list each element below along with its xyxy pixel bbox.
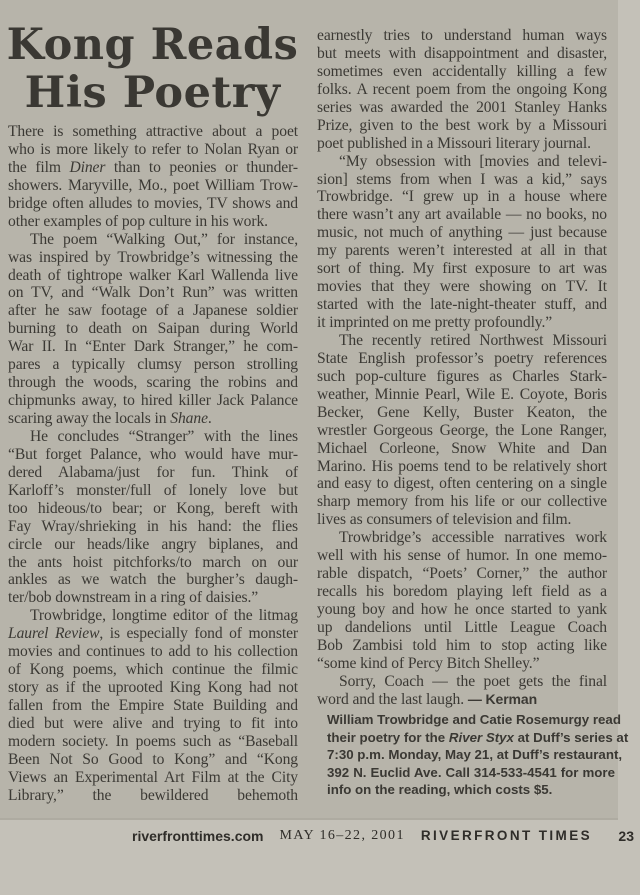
text-line (317, 224, 607, 242)
text-segment: young boy and how he once started to yank (317, 601, 607, 618)
text-segment: other examples of pop culture in his work. (8, 212, 268, 230)
text-line (317, 350, 607, 368)
text-line (8, 679, 298, 697)
text-line (317, 153, 607, 171)
text-line (317, 440, 607, 458)
text-segment: ter/bob downstream in a ring of daisies.” (8, 589, 259, 607)
text-segment: sort of thing. My first exposure to art was (317, 260, 607, 278)
text-segment: sion] stems from when I was a kid,” says (317, 170, 607, 188)
text-line (327, 729, 629, 747)
footer-date: MAY 16–22, 2001 (279, 828, 405, 843)
text-segment: and easy to digest, often centering on a single (317, 475, 607, 493)
text-segment: Trowbridge, longtime editor of the litmag (30, 607, 298, 625)
text-line (317, 511, 607, 529)
text-segment: modern society. In poems such as “Baseball (8, 732, 298, 750)
text-segment: up dandelions until Little League Coach (317, 618, 607, 636)
text-segment: it imprinted on me pretty profoundly.” (317, 314, 553, 331)
text-segment: “My obsession with [movies and televi- (339, 152, 607, 170)
text-segment: “But forget Palance, who would have mur- (8, 445, 298, 463)
text-line (317, 673, 607, 691)
text-segment: well with his sense of humor. In one memo- (317, 547, 607, 565)
text-line (8, 536, 298, 554)
italic-title: River Styx (448, 729, 514, 745)
text-segment: folks. A recent poem from the ongoing Kong (317, 80, 607, 98)
text-segment: movies that they were showing on TV. It (317, 278, 607, 296)
page-footer (132, 826, 634, 846)
text-segment: Sorry, Coach — the poet gets the final (339, 672, 607, 690)
text-segment: showers. Maryville, Mo., poet William Trow- (8, 176, 298, 194)
text-line (317, 45, 607, 63)
text-line (8, 715, 298, 733)
text-line (8, 607, 298, 625)
text-segment: Karloff’s monster/full of lonely love but (8, 481, 298, 499)
article-column-left (8, 123, 298, 805)
text-line (317, 655, 607, 673)
text-segment: “some kind of Percy Bitch Shelley.” (317, 654, 540, 672)
text-line (317, 135, 607, 153)
text-line (317, 368, 607, 386)
text-line (317, 601, 607, 619)
text-segment: , is especially fond of monster (99, 625, 298, 643)
italic-title: Laurel Review (8, 625, 100, 643)
text-line (8, 374, 298, 392)
text-line (8, 284, 298, 302)
italic-title: Shane (170, 410, 208, 427)
text-segment: The poem “Walking Out,” for instance, (30, 230, 298, 248)
text-segment: on TV, and “Walk Don’t Run” was written (8, 284, 298, 302)
text-segment: Becker, Gene Kelly, Buster Keaton, the (317, 403, 607, 421)
footer-page-number: 23 (618, 828, 634, 844)
italic-title: Diner (69, 158, 106, 176)
text-segment: than to peonies or thunder- (105, 158, 298, 176)
text-segment: There is something attractive about a poet (8, 123, 298, 140)
text-segment: Trowbridge’s accessible narratives work (339, 529, 607, 547)
text-line (317, 547, 607, 565)
text-segment: death of tightrope walker Karl Wallenda live (8, 266, 298, 284)
text-line (317, 691, 607, 709)
text-segment: story as if the uprooted King Kong had not (8, 679, 298, 697)
text-line (8, 787, 298, 805)
text-line (8, 769, 298, 787)
text-line (8, 302, 298, 320)
text-segment: Bob Zambisi told him to stop acting like (317, 636, 607, 654)
text-line (327, 781, 615, 799)
text-line (317, 386, 607, 404)
text-line (317, 81, 607, 99)
text-segment: too hideous/to bear; or Kong, bereft with (8, 499, 298, 517)
footer-website: riverfronttimes.com (132, 828, 264, 844)
text-segment: 392 N. Euclid Ave. Call 314-533-4541 for more (327, 764, 615, 780)
text-line (8, 428, 298, 446)
text-segment: but meets with disappointment and disaster, (317, 44, 607, 62)
text-segment: through the woods, scaring the robins and (8, 374, 298, 392)
text-segment: dered Alabama/just for fun. Think of (8, 463, 298, 481)
text-segment: music, not much of anything — just because (317, 224, 607, 242)
text-segment: of Kong poems, which continue the filmic (8, 661, 298, 679)
text-segment: State English professor’s poetry references (317, 349, 607, 367)
text-segment: movies and continues to add to his collection (8, 643, 298, 661)
text-segment: burning to death on Saipan during World (8, 320, 298, 338)
footer-publication: RIVERFRONT TIMES (420, 828, 593, 843)
text-segment: Marino. His poems tend to be relatively short (317, 457, 607, 475)
text-line (317, 458, 607, 476)
text-line (8, 410, 298, 428)
text-line (8, 338, 298, 356)
text-line (8, 589, 298, 607)
text-line (317, 296, 607, 314)
text-line (8, 392, 298, 410)
text-line (8, 482, 298, 500)
text-line (8, 464, 298, 482)
text-line (317, 475, 607, 493)
text-line (317, 529, 607, 547)
text-segment: who is more likely to refer to Nolan Ryan or (8, 140, 298, 158)
text-line (317, 260, 607, 278)
text-segment: wrestler Gorgeous George, the Lone Ranger, (317, 421, 607, 439)
text-segment: weather, Minnie Pearl, Wile E. Coyote, Boris (317, 385, 607, 403)
text-segment: such pop-culture figures as Charles Stark- (317, 367, 607, 385)
text-segment: after he saw footage of a Japanese soldier (8, 302, 298, 320)
text-segment: poet published in a Missouri literary journal. (317, 134, 591, 152)
text-line (317, 619, 607, 637)
text-line (327, 746, 623, 764)
text-segment: . (207, 410, 212, 427)
text-segment: their poetry for the (327, 729, 449, 745)
text-segment: William Trowbridge and Catie Rosemurgy read (327, 712, 621, 727)
text-line (317, 583, 607, 601)
text-line (8, 320, 298, 338)
text-segment: He concludes “Stranger” with the lines (30, 427, 298, 445)
text-line (8, 213, 298, 231)
text-segment: died but were alive and trying to fit into (8, 714, 298, 732)
text-line (8, 267, 298, 285)
text-segment: the ants hoist pitchforks/to march on our (8, 553, 298, 571)
text-segment: ankles as we watch the burgher’s daugh- (8, 571, 298, 589)
text-line (317, 404, 607, 422)
text-segment: the film (8, 158, 70, 176)
text-segment: Prize, given to the best work by a Missouri (317, 116, 607, 134)
text-line (8, 554, 298, 572)
headline-line-1: Kong Reads (6, 20, 299, 70)
article-column-right (317, 27, 607, 709)
text-segment: Michael Corleone, Snow White and Dan (317, 439, 607, 457)
text-line (8, 141, 298, 159)
headline-line-2: His Poetry (24, 68, 281, 118)
text-segment: info on the reading, which costs $5. (327, 782, 553, 798)
text-line (317, 493, 607, 511)
text-line (8, 249, 298, 267)
text-segment: word and the last laugh. (317, 690, 468, 708)
text-line (8, 571, 298, 589)
text-segment: series was awarded the 2001 Stanley Hanks (317, 98, 607, 116)
text-line (317, 314, 607, 332)
text-line (317, 27, 607, 45)
text-line (317, 99, 607, 117)
text-line (317, 117, 607, 135)
text-line (8, 356, 298, 374)
text-line (8, 500, 298, 518)
text-line (8, 643, 298, 661)
text-segment: there wasn’t any art available — no books, no (317, 206, 607, 224)
text-segment: fallen from the Empire State Building and (8, 697, 298, 714)
text-line (327, 764, 615, 782)
text-segment: Views an Experimental Art Film at the City (8, 768, 298, 786)
event-info (327, 711, 629, 799)
text-segment: Trowbridge. “I grew up in a house where (317, 188, 607, 206)
text-line (317, 63, 607, 81)
text-line (8, 751, 298, 769)
text-segment: started with the late-night-theater stuff, and (317, 296, 607, 314)
text-line (8, 625, 298, 643)
text-line (317, 637, 607, 655)
text-segment: War II. In “Enter Dark Stranger,” he com- (8, 338, 298, 356)
text-line (8, 123, 298, 141)
text-segment: sharp memory from his life or our collective (317, 493, 607, 511)
text-line (8, 177, 298, 195)
text-line (8, 159, 298, 177)
text-segment: pares a typically clumsy person strolling (8, 356, 298, 374)
author-byline: — Kerman (467, 690, 538, 707)
text-line (317, 565, 607, 583)
text-line (317, 242, 607, 260)
text-line (317, 206, 607, 224)
text-segment: sometimes even accidentally killing a few (317, 62, 607, 80)
text-line (317, 188, 607, 206)
text-segment: chipmunks away, to hired killer Jack Palance (8, 392, 298, 410)
text-segment: recalls his boredom playing left field as a (317, 583, 607, 601)
text-segment: was inspired by Trowbridge’s witnessing the (8, 248, 298, 266)
text-line (8, 231, 298, 249)
text-line (8, 733, 298, 751)
text-line (8, 661, 298, 679)
text-segment: Fay Wray/shrieking in his hand: the flies (8, 517, 298, 535)
text-line (317, 278, 607, 296)
text-segment: 7:30 p.m. Monday, May 21, at Duff’s restaurant, (327, 747, 623, 763)
text-segment: lives as consumers of television and film. (317, 511, 572, 529)
text-line (8, 195, 298, 213)
text-segment: bridge often alludes to movies, TV shows and (8, 194, 298, 212)
text-segment: Library,” the bewildered behemoth (8, 786, 298, 804)
text-line (317, 332, 607, 350)
text-segment: Been Not So Good to Kong” and “Kong (8, 750, 298, 768)
text-line (8, 697, 298, 715)
text-segment: at Duff’s series at (513, 729, 629, 745)
text-segment: circle our heads/like angry biplanes, and (8, 535, 298, 553)
text-segment: rable dispatch, “Poets’ Corner,” the author (317, 565, 607, 583)
text-line (327, 711, 621, 729)
text-segment: earnestly tries to understand human ways (317, 27, 607, 44)
text-line (317, 422, 607, 440)
text-segment: my parents weren’t interested at all in that (317, 242, 607, 260)
text-line (8, 518, 298, 536)
text-line (317, 171, 607, 189)
text-line (8, 446, 298, 464)
text-segment: The recently retired Northwest Missouri (339, 331, 607, 349)
text-segment: scaring away the locals in (8, 410, 171, 427)
